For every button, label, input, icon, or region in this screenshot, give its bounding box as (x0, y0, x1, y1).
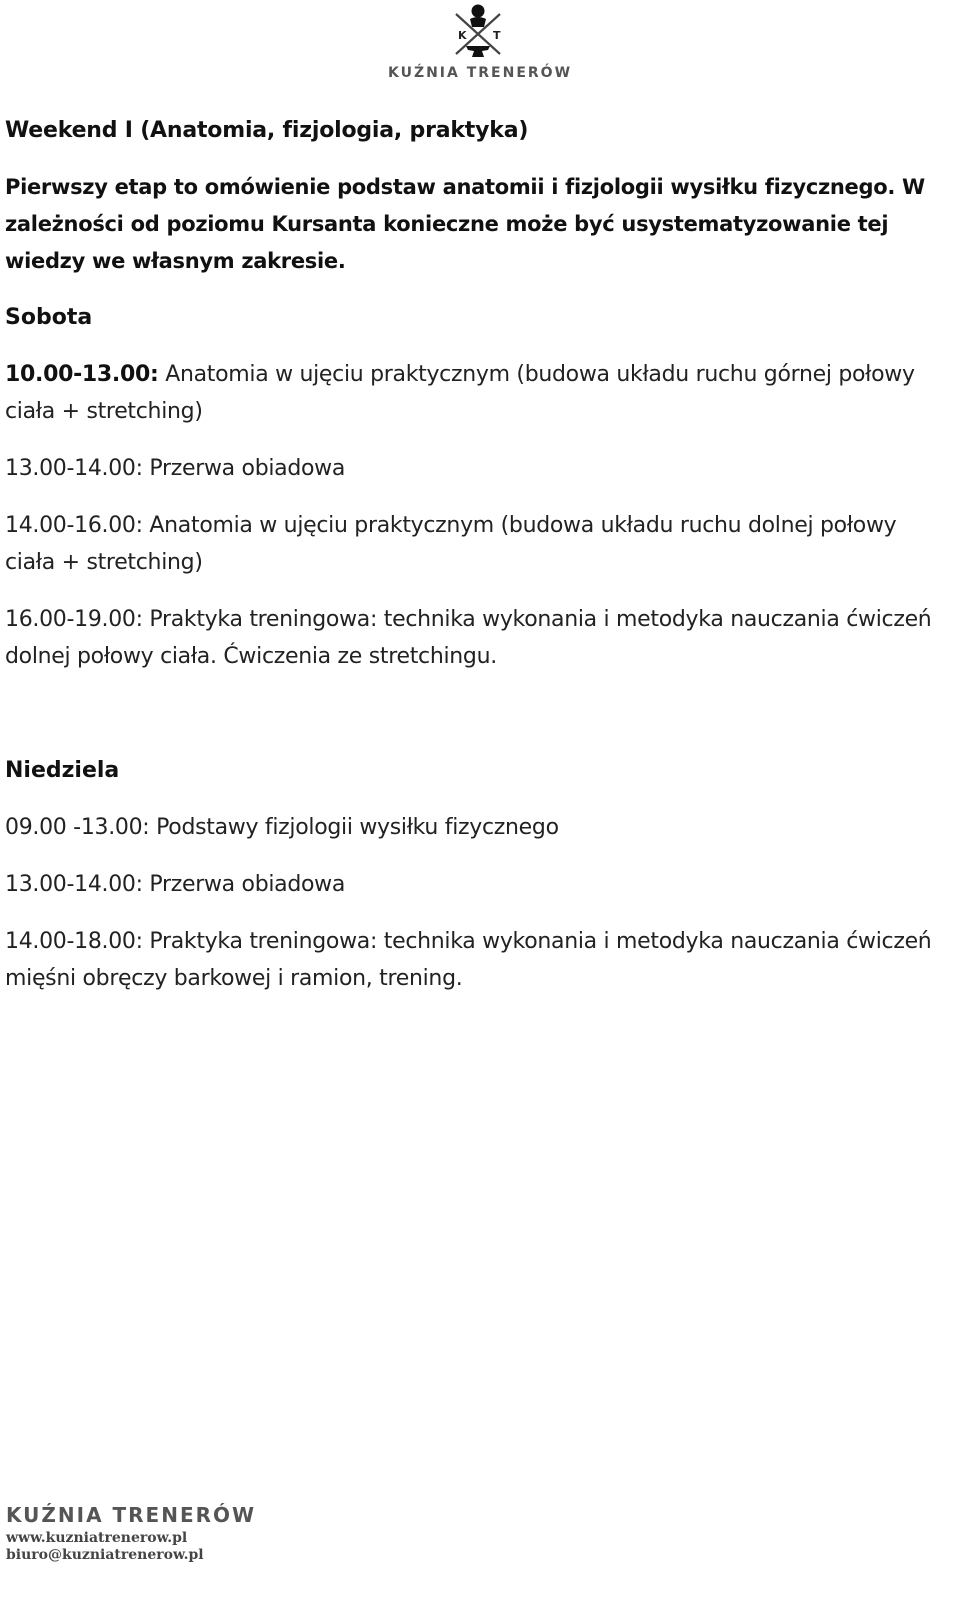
section-spacer (5, 695, 950, 752)
logo-emblem (380, 2, 580, 64)
document-title: Weekend I (Anatomia, fizjologia, praktyka) (5, 118, 529, 143)
brand-logo (380, 2, 580, 84)
logo-head-icon (472, 5, 485, 18)
schedule-entry (5, 809, 950, 846)
page-footer (6, 1500, 306, 1564)
day-heading-saturday: Sobota (5, 305, 93, 330)
entry-time: 14.00-16.00: (5, 513, 143, 538)
entry-time: 10.00-13.00: (5, 362, 159, 387)
intro-paragraph: Pierwszy etap to omówienie podstaw anatomii i fizjologii wysiłku fizycznego. W zależności od poziomu Kursanta konieczne może być usystematyzowanie tej wiedzy we własnym zakresie. (5, 175, 925, 273)
logo-anvil-icon (466, 46, 490, 57)
schedule-entry (5, 507, 950, 581)
footer-email: biuro@kuzniatrenerow.pl (6, 1547, 204, 1563)
entry-text: Anatomia w ujęciu praktycznym (budowa układu ruchu dolnej połowy ciała + stretching) (5, 513, 897, 575)
schedule-entry (5, 356, 950, 430)
schedule-entry (5, 601, 950, 675)
entry-text: Praktyka treningowa: technika wykonania i metodyka nauczania ćwiczeń mięśni obręczy barkowej i ramion, trening. (5, 929, 932, 991)
entry-time: 09.00 -13.00: (5, 815, 150, 840)
entry-time: 13.00-14.00: (5, 872, 143, 897)
logo-neck-icon (470, 17, 486, 27)
schedule-entry (5, 450, 950, 487)
logo-initial-left: K (458, 29, 467, 42)
logo-brand-text: KUŹNIA TRENERÓW (387, 65, 573, 81)
entry-text: Przerwa obiadowa (142, 456, 346, 481)
entry-time: 16.00-19.00: (5, 607, 143, 632)
footer-website: www.kuzniatrenerow.pl (6, 1530, 188, 1546)
schedule-entry (5, 866, 950, 903)
entry-text: Przerwa obiadowa (142, 872, 346, 897)
document-body (5, 112, 950, 1017)
day-heading-sunday: Niedziela (5, 758, 120, 783)
entry-time: 13.00-14.00: (5, 456, 143, 481)
schedule-entry (5, 923, 950, 997)
logo-initial-right: T (493, 29, 501, 42)
entry-text: Praktyka treningowa: technika wykonania i metodyka nauczania ćwiczeń dolnej połowy ciała. Ćwiczenia ze stretchingu. (5, 607, 932, 669)
entry-text: Podstawy fizjologii wysiłku fizycznego (149, 815, 559, 840)
footer-brand: KUŹNIA TRENERÓW (6, 1503, 257, 1527)
entry-text: Anatomia w ujęciu praktycznym (budowa układu ruchu górnej połowy ciała + stretching) (5, 362, 915, 424)
entry-time: 14.00-18.00: (5, 929, 143, 954)
